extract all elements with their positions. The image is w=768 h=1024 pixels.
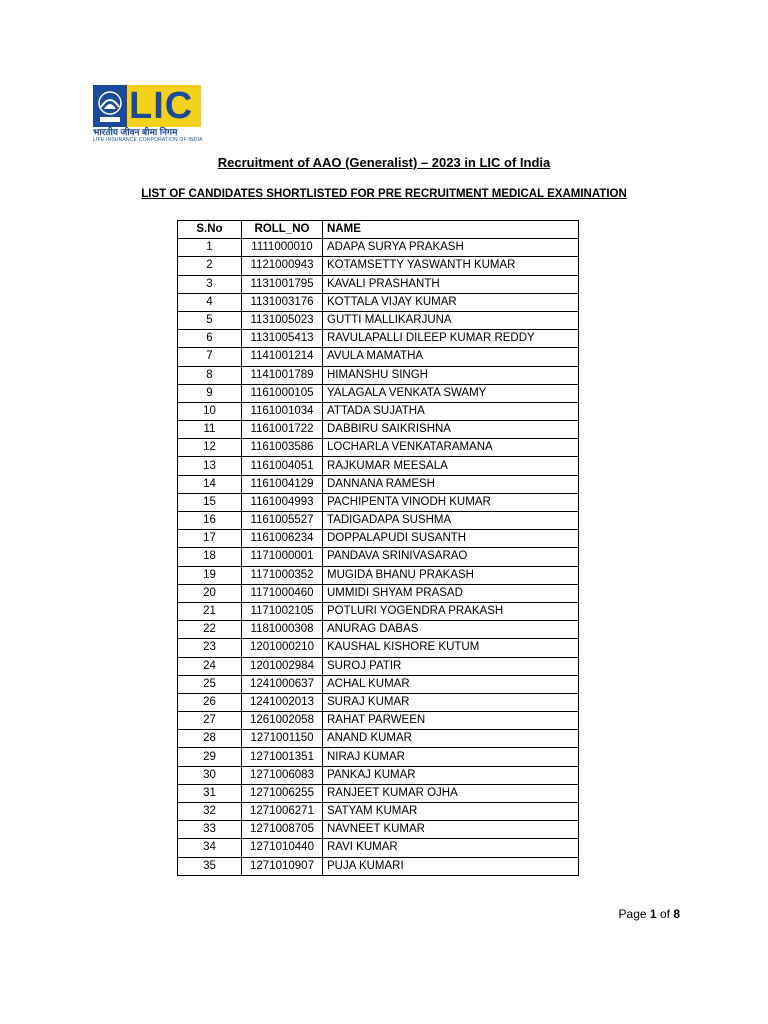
cell-roll-no: 1271001351 bbox=[242, 748, 323, 766]
header-name: NAME bbox=[323, 221, 579, 239]
cell-roll-no: 1271001150 bbox=[242, 730, 323, 748]
cell-name: NAVNEET KUMAR bbox=[323, 821, 579, 839]
cell-name: RANJEET KUMAR OJHA bbox=[323, 784, 579, 802]
table-row bbox=[178, 839, 579, 857]
cell-roll-no: 1161004051 bbox=[242, 457, 323, 475]
table-row bbox=[178, 821, 579, 839]
cell-name: ACHAL KUMAR bbox=[323, 675, 579, 693]
cell-name: PANDAVA SRINIVASARAO bbox=[323, 548, 579, 566]
cell-sno: 25 bbox=[178, 675, 242, 693]
document-subtitle: LIST OF CANDIDATES SHORTLISTED FOR PRE RECRUITMENT MEDICAL EXAMINATION bbox=[141, 188, 627, 200]
cell-roll-no: 1161003586 bbox=[242, 439, 323, 457]
cell-name: LOCHARLA VENKATARAMANA bbox=[323, 439, 579, 457]
cell-roll-no: 1271006255 bbox=[242, 784, 323, 802]
cell-sno: 28 bbox=[178, 730, 242, 748]
cell-name: ADAPA SURYA PRAKASH bbox=[323, 239, 579, 257]
cell-sno: 31 bbox=[178, 784, 242, 802]
cell-roll-no: 1171002105 bbox=[242, 602, 323, 620]
cell-name: KOTAMSETTY YASWANTH KUMAR bbox=[323, 257, 579, 275]
table-row bbox=[178, 584, 579, 602]
lic-logo-english: LIFE INSURANCE CORPORATION OF INDIA bbox=[93, 137, 203, 143]
header-sno: S.No bbox=[178, 221, 242, 239]
cell-name: RAVULAPALLI DILEEP KUMAR REDDY bbox=[323, 330, 579, 348]
cell-sno: 14 bbox=[178, 475, 242, 493]
cell-roll-no: 1171000460 bbox=[242, 584, 323, 602]
table-row bbox=[178, 402, 579, 420]
table-row bbox=[178, 239, 579, 257]
lic-logo-text: LIC bbox=[129, 85, 194, 127]
table-row bbox=[178, 657, 579, 675]
cell-roll-no: 1131005413 bbox=[242, 330, 323, 348]
table-row bbox=[178, 548, 579, 566]
cell-sno: 8 bbox=[178, 366, 242, 384]
table-row bbox=[178, 748, 579, 766]
cell-roll-no: 1111000010 bbox=[242, 239, 323, 257]
cell-sno: 7 bbox=[178, 348, 242, 366]
cell-roll-no: 1161004129 bbox=[242, 475, 323, 493]
cell-name: GUTTI MALLIKARJUNA bbox=[323, 311, 579, 329]
cell-sno: 30 bbox=[178, 766, 242, 784]
table-header-row bbox=[178, 221, 579, 239]
table-row bbox=[178, 566, 579, 584]
page-number bbox=[619, 907, 680, 921]
cell-roll-no: 1271010440 bbox=[242, 839, 323, 857]
cell-name: DABBIRU SAIKRISHNA bbox=[323, 421, 579, 439]
cell-roll-no: 1261002058 bbox=[242, 712, 323, 730]
cell-roll-no: 1141001214 bbox=[242, 348, 323, 366]
document-title: Recruitment of AAO (Generalist) – 2023 in LIC of India bbox=[217, 155, 551, 170]
cell-sno: 13 bbox=[178, 457, 242, 475]
table-row bbox=[178, 803, 579, 821]
candidates-table-body bbox=[178, 239, 579, 876]
table-row bbox=[178, 257, 579, 275]
lic-emblem-icon bbox=[93, 85, 127, 127]
table-row bbox=[178, 348, 579, 366]
cell-roll-no: 1201000210 bbox=[242, 639, 323, 657]
table-row bbox=[178, 621, 579, 639]
cell-roll-no: 1141001789 bbox=[242, 366, 323, 384]
cell-roll-no: 1271010907 bbox=[242, 857, 323, 875]
cell-sno: 29 bbox=[178, 748, 242, 766]
cell-name: DOPPALAPUDI SUSANTH bbox=[323, 530, 579, 548]
lic-logo-hindi: भारतीय जीवन बीमा निगम bbox=[93, 127, 178, 137]
cell-sno: 35 bbox=[178, 857, 242, 875]
cell-sno: 22 bbox=[178, 621, 242, 639]
cell-name: PUJA KUMARI bbox=[323, 857, 579, 875]
table-row bbox=[178, 275, 579, 293]
table-row bbox=[178, 475, 579, 493]
cell-name: YALAGALA VENKATA SWAMY bbox=[323, 384, 579, 402]
table-row bbox=[178, 366, 579, 384]
cell-roll-no: 1161006234 bbox=[242, 530, 323, 548]
cell-name: UMMIDI SHYAM PRASAD bbox=[323, 584, 579, 602]
cell-sno: 1 bbox=[178, 239, 242, 257]
cell-name: AVULA MAMATHA bbox=[323, 348, 579, 366]
page-label: Page bbox=[618, 907, 647, 921]
cell-sno: 26 bbox=[178, 693, 242, 711]
cell-sno: 18 bbox=[178, 548, 242, 566]
cell-roll-no: 1181000308 bbox=[242, 621, 323, 639]
cell-sno: 9 bbox=[178, 384, 242, 402]
cell-roll-no: 1171000352 bbox=[242, 566, 323, 584]
cell-name: RAHAT PARWEEN bbox=[323, 712, 579, 730]
cell-sno: 6 bbox=[178, 330, 242, 348]
table-row bbox=[178, 712, 579, 730]
table-row bbox=[178, 675, 579, 693]
lic-logo bbox=[93, 85, 203, 145]
table-row bbox=[178, 421, 579, 439]
cell-name: NIRAJ KUMAR bbox=[323, 748, 579, 766]
cell-roll-no: 1241000637 bbox=[242, 675, 323, 693]
cell-name: SATYAM KUMAR bbox=[323, 803, 579, 821]
cell-sno: 33 bbox=[178, 821, 242, 839]
total-pages: 8 bbox=[673, 907, 680, 921]
cell-sno: 21 bbox=[178, 602, 242, 620]
cell-sno: 2 bbox=[178, 257, 242, 275]
cell-name: SURAJ KUMAR bbox=[323, 693, 579, 711]
candidates-table bbox=[177, 220, 579, 876]
cell-sno: 10 bbox=[178, 402, 242, 420]
cell-name: ATTADA SUJATHA bbox=[323, 402, 579, 420]
cell-name: ANURAG DABAS bbox=[323, 621, 579, 639]
cell-sno: 32 bbox=[178, 803, 242, 821]
table-row bbox=[178, 784, 579, 802]
cell-sno: 3 bbox=[178, 275, 242, 293]
cell-sno: 20 bbox=[178, 584, 242, 602]
table-row bbox=[178, 439, 579, 457]
cell-roll-no: 1161001722 bbox=[242, 421, 323, 439]
table-row bbox=[178, 730, 579, 748]
cell-roll-no: 1131005023 bbox=[242, 311, 323, 329]
cell-sno: 5 bbox=[178, 311, 242, 329]
table-row bbox=[178, 530, 579, 548]
table-row bbox=[178, 493, 579, 511]
cell-name: KAUSHAL KISHORE KUTUM bbox=[323, 639, 579, 657]
cell-roll-no: 1161000105 bbox=[242, 384, 323, 402]
cell-roll-no: 1171000001 bbox=[242, 548, 323, 566]
cell-roll-no: 1161005527 bbox=[242, 512, 323, 530]
cell-sno: 4 bbox=[178, 293, 242, 311]
table-row bbox=[178, 602, 579, 620]
cell-roll-no: 1161004993 bbox=[242, 493, 323, 511]
cell-sno: 24 bbox=[178, 657, 242, 675]
cell-name: KAVALI PRASHANTH bbox=[323, 275, 579, 293]
cell-name: ANAND KUMAR bbox=[323, 730, 579, 748]
cell-sno: 11 bbox=[178, 421, 242, 439]
table-row bbox=[178, 639, 579, 657]
cell-name: PACHIPENTA VINODH KUMAR bbox=[323, 493, 579, 511]
cell-name: SUROJ PATIR bbox=[323, 657, 579, 675]
cell-roll-no: 1131001795 bbox=[242, 275, 323, 293]
cell-roll-no: 1161001034 bbox=[242, 402, 323, 420]
cell-sno: 16 bbox=[178, 512, 242, 530]
table-row bbox=[178, 293, 579, 311]
cell-sno: 23 bbox=[178, 639, 242, 657]
cell-name: HIMANSHU SINGH bbox=[323, 366, 579, 384]
cell-name: POTLURI YOGENDRA PRAKASH bbox=[323, 602, 579, 620]
cell-sno: 19 bbox=[178, 566, 242, 584]
current-page: 1 bbox=[649, 907, 657, 921]
cell-sno: 15 bbox=[178, 493, 242, 511]
table-row bbox=[178, 311, 579, 329]
table-row bbox=[178, 857, 579, 875]
table-row bbox=[178, 384, 579, 402]
table-row bbox=[178, 766, 579, 784]
cell-name: MUGIDA BHANU PRAKASH bbox=[323, 566, 579, 584]
cell-roll-no: 1271006271 bbox=[242, 803, 323, 821]
cell-roll-no: 1131003176 bbox=[242, 293, 323, 311]
cell-name: RAVI KUMAR bbox=[323, 839, 579, 857]
of-label: of bbox=[659, 907, 670, 921]
cell-roll-no: 1271008705 bbox=[242, 821, 323, 839]
cell-roll-no: 1271006083 bbox=[242, 766, 323, 784]
cell-sno: 17 bbox=[178, 530, 242, 548]
cell-roll-no: 1201002984 bbox=[242, 657, 323, 675]
table-row bbox=[178, 512, 579, 530]
cell-name: PANKAJ KUMAR bbox=[323, 766, 579, 784]
cell-roll-no: 1241002013 bbox=[242, 693, 323, 711]
cell-sno: 27 bbox=[178, 712, 242, 730]
table-row bbox=[178, 693, 579, 711]
cell-sno: 12 bbox=[178, 439, 242, 457]
table-row bbox=[178, 457, 579, 475]
table-row bbox=[178, 330, 579, 348]
header-roll-no: ROLL_NO bbox=[242, 221, 323, 239]
cell-name: KOTTALA VIJAY KUMAR bbox=[323, 293, 579, 311]
cell-roll-no: 1121000943 bbox=[242, 257, 323, 275]
cell-name: DANNANA RAMESH bbox=[323, 475, 579, 493]
cell-name: RAJKUMAR MEESALA bbox=[323, 457, 579, 475]
cell-sno: 34 bbox=[178, 839, 242, 857]
cell-name: TADIGADAPA SUSHMA bbox=[323, 512, 579, 530]
